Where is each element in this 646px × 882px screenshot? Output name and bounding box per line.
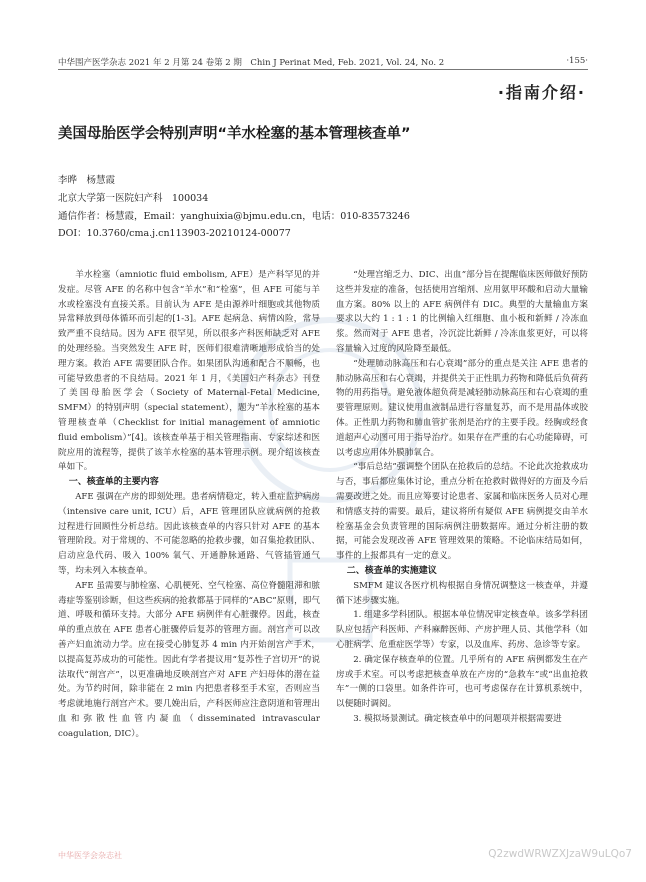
authors: 李晔 杨慧霞	[58, 175, 116, 186]
right-paragraph: 1. 组建多学科团队。根据本单位情况审定核查单。该多学科团队应包括产科医师、产科麻醉医师、产房护理人员、其他学科（如心脏病学、危重症医学等）专家，以及血库、药房、急诊等专家。	[336, 610, 588, 650]
right-paragraph: “处理宫缩乏力、DIC、出血”部分旨在提醒临床医师做好预防这些并发症的准备，包括使用宫缩剂、应用氨甲环酸和启动大量输血方案。80% 以上的 AFE 病例伴有 DIC。典型的大量输血方案要求以大约 1 : 1 : 1 的比例输入红细胞、血小板和新鲜 / 冷冻血浆。然而对于 AFE 患者，冷沉淀比新鲜 / 冷冻血浆更好，可以将容量输入过度的风险降至最低。	[336, 270, 588, 354]
section-label: ·指南介绍·	[497, 83, 586, 102]
left-paragraph: AFE 虽需要与肺栓塞、心肌梗死、空气栓塞、高位脊髓阻滞和脓毒症等鉴别诊断，但这些疾病的抢救都基于同样的“ABC”原则，即气道、呼吸和循环支持。大部分 AFE 病例伴有心脏骤停。因此，核查单的重点放在 AFE 患者心脏骤停后复苏的管理方面。剖宫产可以改善产妇血流动力学。应在接受心肺复苏 4 min 内开始剖宫产手术，以提高复苏成功的可能性。因此有学者提议用“复苏性子宫切开”的说法取代“剖宫产”，以更准确地反映剖宫产对 AFE 产妇母体的潜在益处。为节约时间，除非能在 2 min 内把患者移至手术室，否则应当考虑就地施行剖宫产术。要几娩出后，产科医师应注意阴道和管理出血和弥散性血管内凝血（disseminated intravascular coagulation, DIC）。	[58, 580, 320, 739]
left-paragraph: 羊水栓塞（amniotic fluid embolism, AFE）是产科罕见的并发症。尽管 AFE 的名称中包含“羊水”和“栓塞”，但 AFE 可能与羊水或栓塞没有直接关系。目前认为 AFE 是由源养叶细胞或其他物质异常释放到母体循环而引起的[1-3]。AFE 起病急、病情凶险，常导致严重不良结局。因为 AFE 很罕见，所以很多产科医师缺乏对 AFE 的处理经验。当突然发生 AFE 时，医师们很难清晰地形成恰当的处理方案。救治 AFE 需要团队合作。如果团队沟通和配合不顺畅，也可能导致患者的不良结局。2021 年 1 月，《美国妇产科杂志》刊登了美国母胎医学会（Society of Maternal-Fetal Medicine, SMFM）的特别声明（special statement），题为“羊水栓塞的基本管理核查单（Checklist for initial management of amniotic fluid embolism）”[4]。该核查单基于相关管理指南、专家综述和医院应用的流程等，提供了该羊水栓塞的基本管理示例。现介绍该核查单如下。	[58, 270, 320, 473]
right-paragraph: SMFM 建议各医疗机构根据自身情况调整这一核查单，并遵循下述步骤实施。	[336, 580, 588, 606]
right-paragraph: 3. 模拟场景测试。确定核查单中的问题项并根据需要进	[353, 713, 562, 724]
right-column	[336, 268, 588, 727]
affiliation: 北京大学第一医院妇产科 100034	[58, 193, 209, 204]
left-heading: 一、核查单的主要内容	[68, 477, 159, 488]
left-paragraph: AFE 强调在产房的即刻处理。患者病情稳定，转入重症监护病房（intensive care unit, ICU）后，AFE 管理团队应就病例的抢救过程进行回顾性分析总结。因此该核查单的内容只针对 AFE 的基本管理阶段。对于常规的、不可能忽略的抢救步骤，如召集抢救团队、启动应急代码、吸入 100% 氧气、开通静脉通路、气管插管通气等，均未列入本核查单。	[58, 491, 320, 576]
right-paragraph: “事后总结”强调整个团队在抢救后的总结。不论此次抢救成功与否，事后都应集体讨论，重点分析在抢救时做得好的方面及今后需要改进之处。而且应筹要讨论患者、家属和临床医务人员对心理和情感支持的需要。最后，建议将所有疑似 AFE 病例提交由羊水栓塞基金会负责管理的国际病例注册数据库。通过分析注册的数据，可能会发现改善 AFE 管理效果的策略。不论临床结局如何，事件的上报都具有一定的意义。	[336, 462, 588, 562]
page-number: ·155·	[566, 56, 588, 66]
watermark-code: Q2zwdWRWZXJzaW9uLQo7	[488, 848, 632, 860]
correspondence: 通信作者：杨慧霞，Email：yanghuixia@bjmu.edu.cn，电话：010-83573246	[58, 211, 410, 222]
publisher-logo: 中华医学会杂志社	[58, 851, 122, 860]
doi: DOI：10.3760/cma.j.cn113903-20210124-00077	[58, 228, 291, 239]
header-rule	[58, 69, 588, 70]
right-paragraph: “处理肺动脉高压和右心衰竭”部分的重点是关注 AFE 患者的肺动脉高压和右心衰竭，并提供关于正性肌力药物和降低后负荷药物的用药指导。避免液体超负荷是减轻肺动脉高压和右心衰竭的重要管理原则。建议使用血液制品进行容量复苏，而不是用晶体或胶体。正性肌力药物和肺血管扩张剂是治疗的主要手段。经胸或经食道超声心动图可用于指导治疗。如果存在严重的右心功能障碍，可以考虑应用体外膜肺氧合。	[336, 358, 588, 458]
article-title: 美国母胎医学会特别声明“羊水栓塞的基本管理核查单”	[58, 126, 411, 142]
running-header	[58, 56, 588, 68]
journal-info: 中华围产医学杂志 2021 年 2 月第 24 卷第 2 期 Chin J Perinat Med, Feb. 2021, Vol. 24, No. 2	[58, 58, 445, 68]
left-column	[58, 268, 320, 742]
right-heading: 二、核查单的实施建议	[346, 565, 437, 576]
right-paragraph: 2. 确定保存核查单的位置。几乎所有的 AFE 病例都发生在产房或手术室。可以考虑把核查单放在产房的“急救车”或“出血抢救车”一侧的口袋里。如条件许可，也可考虑保存在计算机系统中，以便随时调阅。	[336, 654, 588, 710]
